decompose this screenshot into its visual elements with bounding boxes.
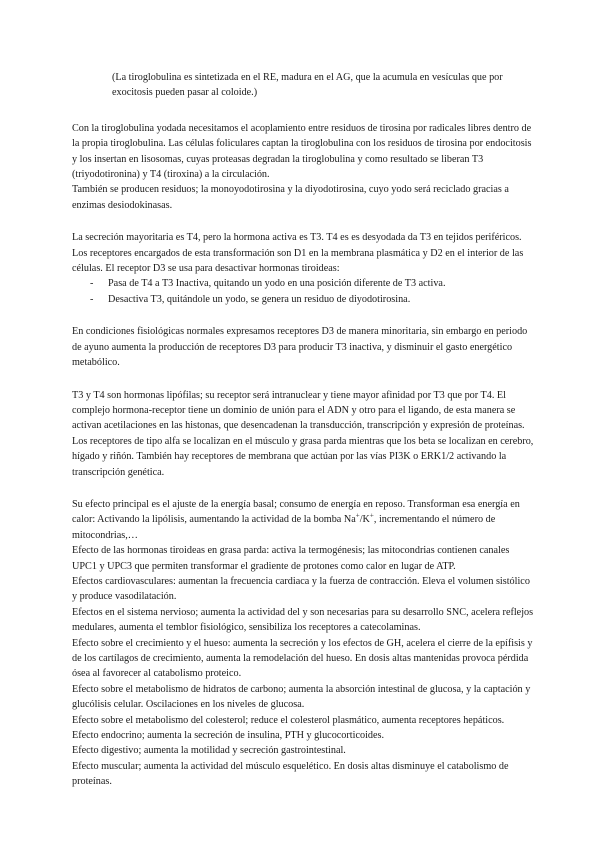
sodium-charge: +: [355, 511, 360, 520]
effect-hidratos-carbono: Efecto sobre el metabolismo de hidratos de carbono; aumenta la absorción intestinal de glucosa, y la captación y glucólisis celular. Oscilaciones en los niveles de glucosa.: [72, 683, 531, 711]
effect-digestivo: Efecto digestivo; aumenta la motilidad y secreción gastrointestinal.: [72, 745, 346, 757]
paragraph-efecto-principal: [72, 497, 534, 543]
section-condiciones: [72, 324, 534, 370]
list-item: - Desactiva T3, quitándole un yodo, se genera un residuo de diyodotirosina.: [72, 292, 534, 307]
section-receptores: [72, 388, 534, 480]
section-acoplamiento: [72, 121, 534, 213]
potassium-symbol: /K: [359, 514, 370, 526]
effect-muscular: Efecto muscular; aumenta la actividad del músculo esquelético. En dosis altas disminuye el catabolismo de proteínas.: [72, 760, 509, 788]
efecto-principal-text: Su efecto principal es el ajuste de la energía basal; consumo de energía en reposo. Transforman esa energía en calor: Activando la lipólisis, aumentando la actividad de la bomba Na: [72, 498, 520, 526]
section-efectos: [72, 497, 534, 790]
potassium-charge: +: [369, 511, 374, 520]
effect-crecimiento-hueso: Efecto sobre el crecimiento y el hueso: aumenta la secreción y los efectos de GH, acelera el cierre de la epífisis y de los cartílagos de crecimiento, aumenta la remodelación del hueso. En dosis altas mantenidas provoca pérdida ósea al favorecer al catabolismo proteico.: [72, 637, 533, 680]
effect-colesterol: Efecto sobre el metabolismo del colesterol; reduce el colesterol plasmático, aumenta receptores hepáticos.: [72, 714, 505, 726]
efecto-principal-tail: , incrementando el número de mitocondrias,…: [72, 514, 496, 541]
paragraph-residuos: También se producen residuos; la monoyodotirosina y la diyodotirosina, cuyo yodo será reciclado gracias a enzimas desiodokinasas.: [72, 184, 509, 211]
effect-endocrino: Efecto endocrino; aumenta la secreción de insulina, PTH y glucocorticoides.: [72, 730, 385, 742]
document-body: [72, 70, 534, 805]
paragraph-acoplamiento: Con la tiroglobulina yodada necesitamos el acoplamiento entre residuos de tirosina por radicales libres dentro de la propia tiroglobulina. Las células foliculares captan la tiroglobulina con los residuos de tirosina por endocitosis y los insertan en lisosomas, cuyas proteasas degradan la tiroglobulina y como resultado se liberan T3 (triyodotironina) y T4 (tiroxina) a la circulación.: [72, 122, 532, 181]
paragraph-secrecion: La secreción mayoritaria es T4, pero la hormona activa es T3. T4 es es desyodada da T3 en tejidos periféricos. Los receptores encargados de esta transformación son D1 en la membrana plasmática y D2 en el interior de las células. El receptor D3 se usa para desactivar hormonas tiroideas:: [72, 232, 524, 275]
effect-grasa-parda: Efecto de las hormonas tiroideas en grasa parda: activa la termogénesis; las mitocondrias contienen canales UPC1 y UPC3 que permiten transformar el gradiente de protones como calor en lugar de ATP.: [72, 545, 510, 572]
paragraph-lipofilas: T3 y T4 son hormonas lipófilas; su receptor será intranuclear y tiene mayor afinidad por T3 que por T4. El complejo hormona-receptor tiene un dominio de unión para el ADN y otro para el ligando, de esta manera se activan acetilaciones en las histonas, que desencadenan la transducción, transcripción y expresión de proteínas.: [72, 389, 525, 432]
d3-list: [72, 276, 534, 307]
paragraph-condiciones: En condiciones fisiológicas normales expresamos receptores D3 de manera minoritaria, sin embargo en periodo de ayuno aumenta la producción de receptores D3 para producir T3 inactiva, y disminuir el gasto energético metabólico.: [72, 326, 528, 369]
tiroglobulina-note: (La tiroglobulina es sintetizada en el RE, madura en el AG, que la acumula en vesículas que por exocitosis pueden pasar al coloide.): [112, 72, 503, 99]
effect-cardiovascular: Efectos cardiovasculares: aumentan la frecuencia cardiaca y la fuerza de contracción. Eleva el volumen sistólico y produce vasodilatación.: [72, 575, 530, 603]
paragraph-receptores-tipo: Los receptores de tipo alfa se localizan en el músculo y grasa parda mientras que los beta se localizan en cerebro, hígado y riñón. También hay receptores de membrana que actúan por las vías PI3K o ERK1/2 activando la transcripción genética.: [72, 435, 534, 478]
section-secrecion: [72, 230, 534, 307]
list-item: - Pasa de T4 a T3 Inactiva, quitando un yodo en una posición diferente de T3 activa.: [72, 276, 534, 291]
effect-sistema-nervioso: Efectos en el sistema nervioso; aumenta la actividad del y son necesarias para su desarrollo SNC, acelera reflejos medulares, aumenta el temblor fisiológico, sensibiliza los receptores a catecolaminas.: [72, 606, 534, 634]
